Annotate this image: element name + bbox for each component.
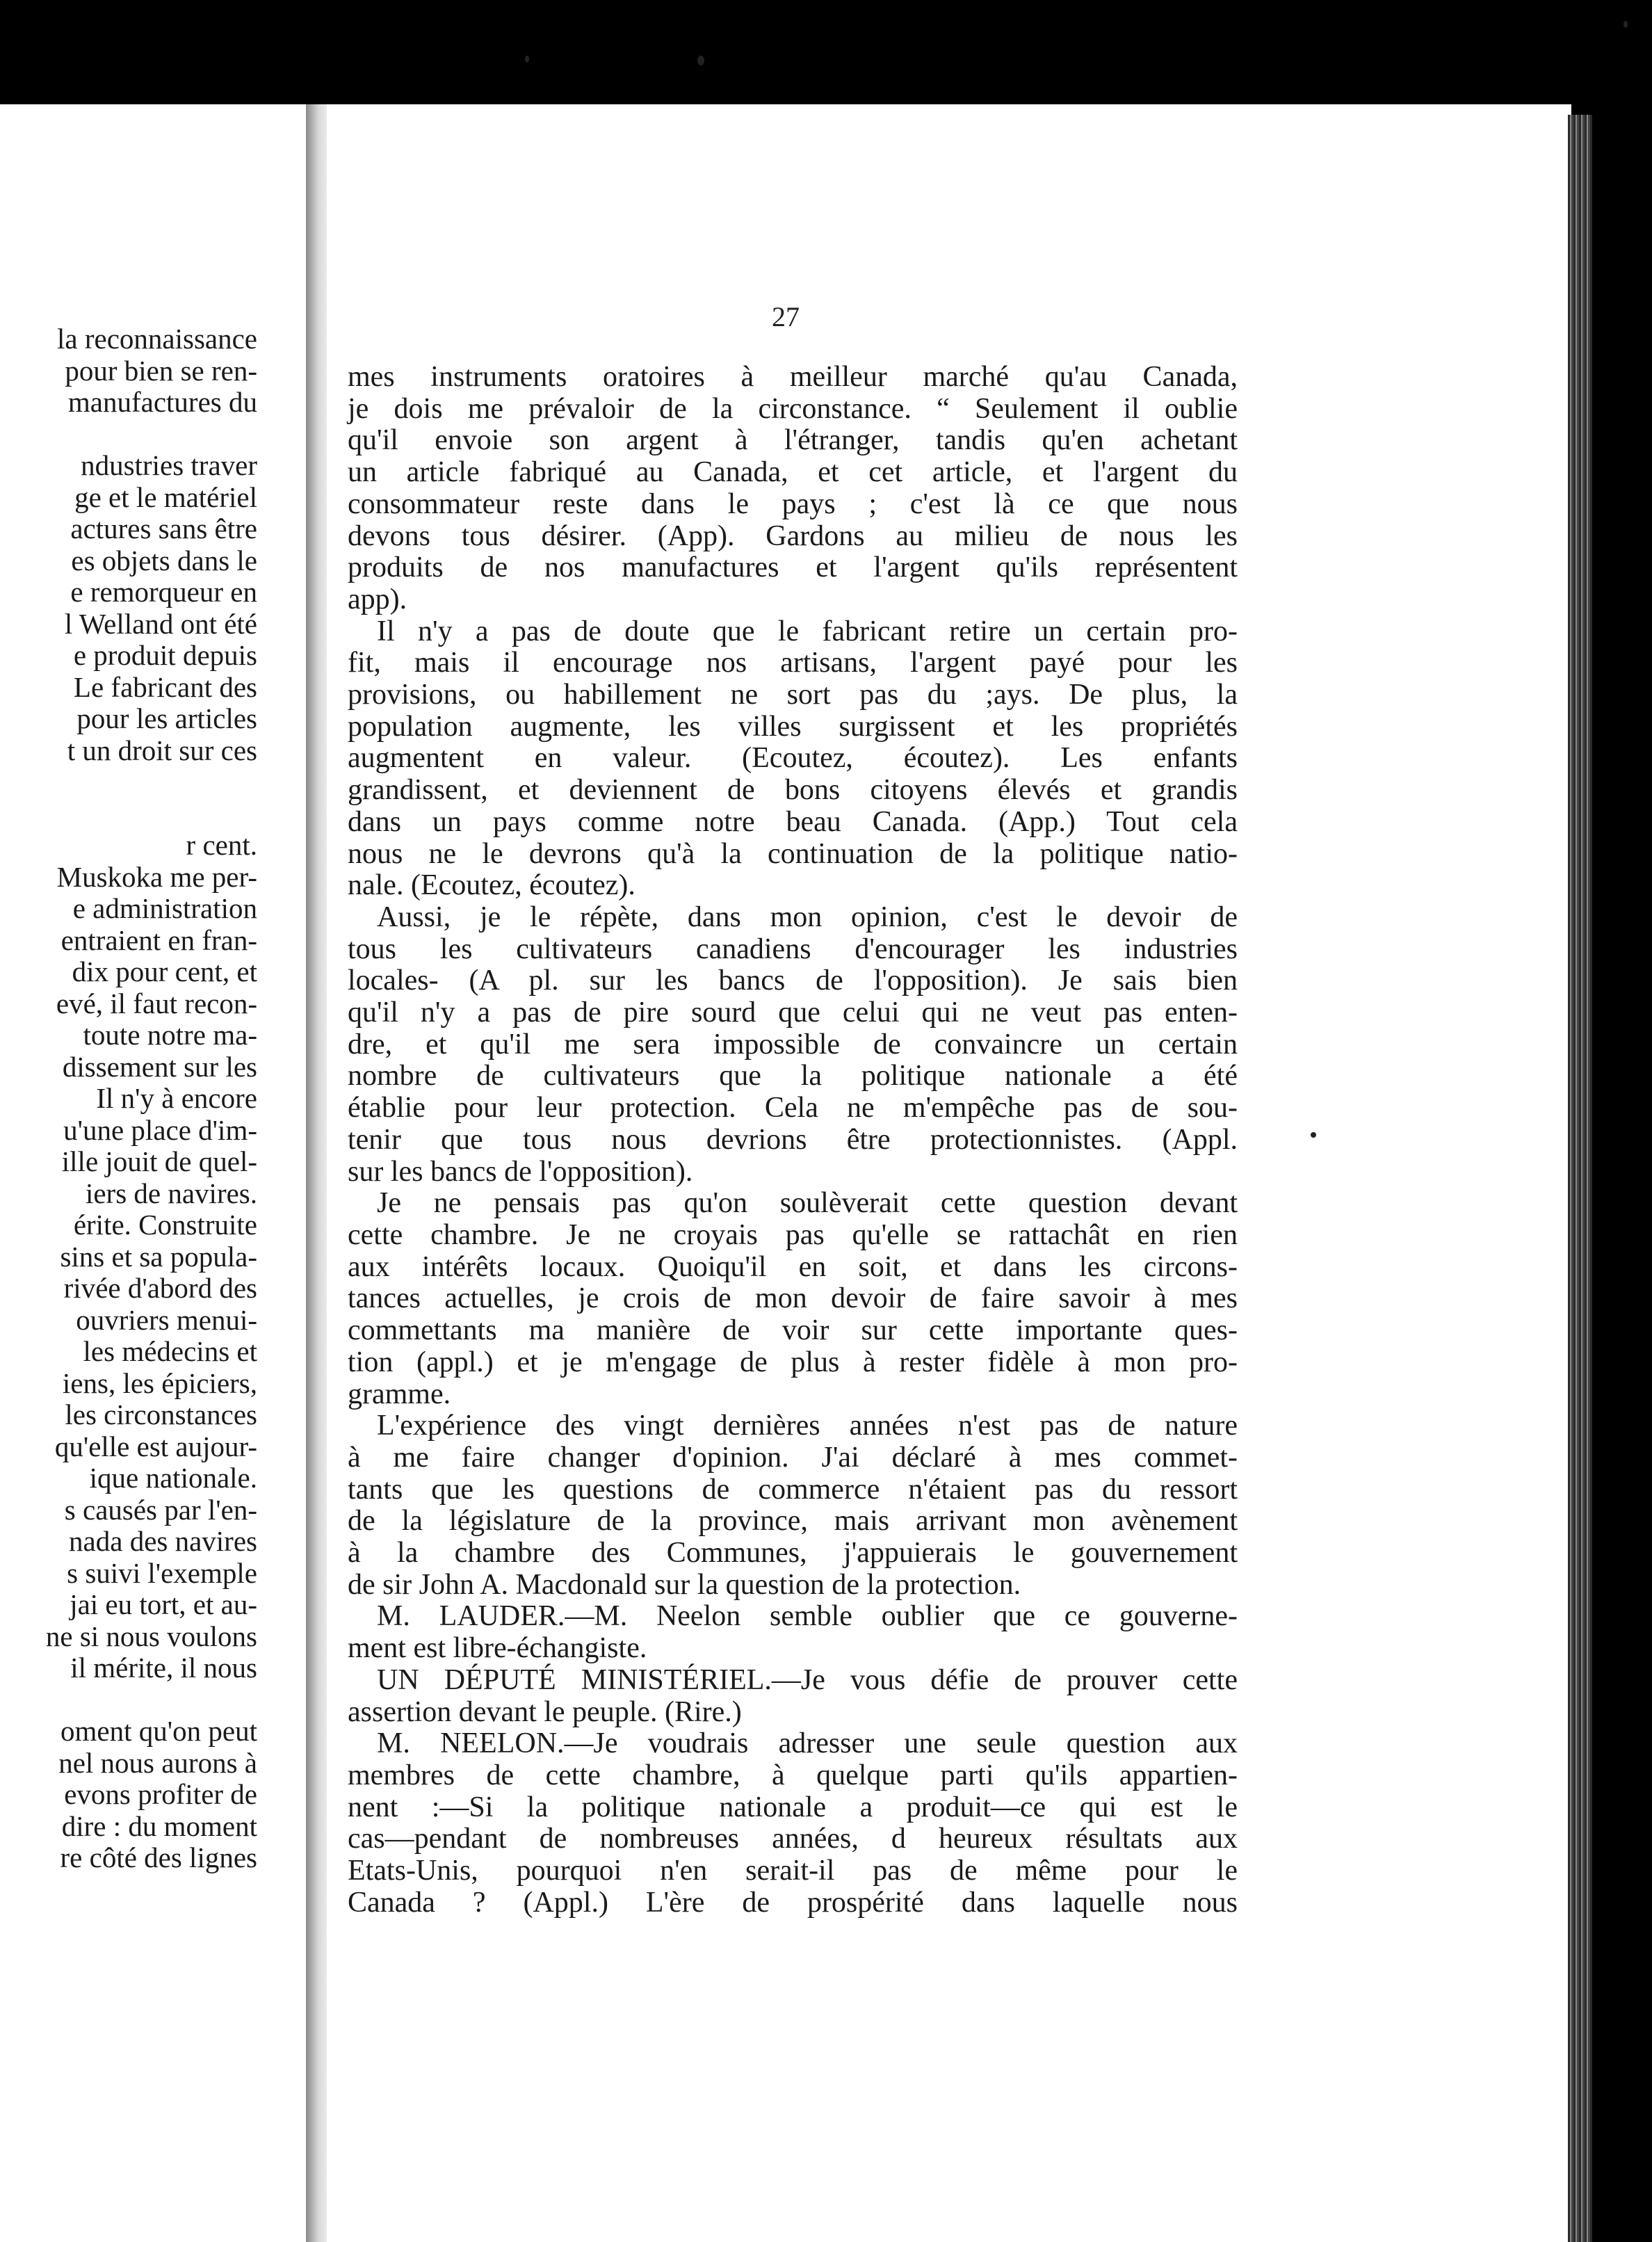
- left-page-line: la reconnaissance: [57, 323, 257, 355]
- text-line: je dois me prévaloir de la circonstance. “ Seulement il oublie: [348, 392, 1238, 425]
- left-page-line: Le fabricant des: [73, 670, 257, 703]
- text-line: un article fabriqué au Canada, et cet article, et l'argent du: [348, 456, 1238, 489]
- left-page-line: pour bien se ren-: [65, 354, 257, 387]
- left-page-line: sins et sa popula-: [60, 1240, 257, 1273]
- left-page-line: [0, 766, 257, 798]
- left-page-line: [0, 419, 257, 451]
- left-page-line: es objets dans le: [71, 544, 257, 576]
- left-page-line: ne si nous voulons: [45, 1620, 257, 1652]
- text-line: gramme.: [348, 1378, 451, 1410]
- page-body-text: [348, 362, 1238, 1919]
- left-page-line: actures sans être: [70, 513, 257, 545]
- text-line: cas—pendant de nombreuses années, d heureux résultats aux: [348, 1823, 1238, 1855]
- left-page-line: iens, les épiciers,: [62, 1366, 257, 1399]
- text-line: Aussi, je le répète, dans mon opinion, c'est le devoir de: [377, 901, 1238, 933]
- left-page-line: r cent.: [186, 829, 257, 861]
- left-page-line: iers de navires.: [85, 1177, 257, 1209]
- text-line: assertion devant le peuple. (Rire.): [348, 1695, 742, 1728]
- page-number: 27: [772, 301, 800, 332]
- text-line: tenir que tous nous devrions être protectionnistes. (Appl.: [348, 1123, 1238, 1156]
- text-line: locales- (A pl. sur les bancs de l'opposition). Je sais bien: [348, 965, 1238, 997]
- left-page-line: il mérite, il nous: [70, 1652, 257, 1684]
- text-line: provisions, ou habillement ne sort pas du ;ays. De plus, la: [348, 679, 1238, 711]
- left-page-line: [0, 798, 257, 830]
- left-page-line: oment qu'on peut: [60, 1715, 257, 1747]
- text-line: sur les bancs de l'opposition).: [348, 1155, 693, 1188]
- text-line: commettants ma manière de voir sur cette importante ques-: [348, 1314, 1238, 1347]
- text-line: Etats-Unis, pourquoi n'en serait-il pas de même pour le: [348, 1855, 1238, 1887]
- left-page-line: u'une place d'im-: [63, 1113, 257, 1146]
- text-line: app).: [348, 583, 407, 615]
- text-line: mes instruments oratoires à meilleur marché qu'au Canada,: [348, 361, 1238, 393]
- left-page-line: dix pour cent, et: [72, 955, 257, 987]
- left-page-line: e administration: [72, 892, 257, 924]
- left-page-line: ouvriers menui-: [76, 1303, 257, 1336]
- left-page-line: evé, il faut recon-: [56, 987, 257, 1019]
- left-page-line: dire : du moment: [61, 1809, 257, 1842]
- left-page-line: les circonstances: [65, 1398, 257, 1430]
- left-page-line: e remorqueur en: [70, 576, 257, 608]
- left-page-line: nada des navires: [69, 1525, 257, 1557]
- text-line: nent :—Si la politique nationale a produit—ce qui est le: [348, 1791, 1238, 1823]
- text-line: tion (appl.) et je m'engage de plus à rester fidèle à mon pro-: [348, 1346, 1238, 1378]
- text-line: nale. (Ecoutez, écoutez).: [348, 869, 635, 902]
- text-line: dre, et qu'il me sera impossible de convaincre un certain: [348, 1028, 1238, 1060]
- text-line: à la chambre des Communes, j'appuierais le gouvernement: [348, 1537, 1238, 1570]
- left-page-line: re côté des lignes: [60, 1841, 257, 1873]
- text-line: Je ne pensais pas qu'on soulèverait cette question devant: [377, 1187, 1238, 1220]
- text-line: membres de cette chambre, à quelque parti qu'ils appartien-: [348, 1759, 1238, 1791]
- text-line: devons tous désirer. (App). Gardons au milieu de nous les: [348, 519, 1238, 552]
- text-line: population augmente, les villes surgissent et les propriétés: [348, 710, 1238, 743]
- left-page-line: ge et le matériel: [74, 481, 257, 513]
- left-page-line: t un droit sur ces: [67, 734, 257, 766]
- text-line: produits de nos manufactures et l'argent qu'ils représentent: [348, 551, 1238, 584]
- left-page-line: s causés par l'en-: [64, 1493, 257, 1526]
- left-page-line: manufactures du: [67, 386, 257, 418]
- scan-speck: [697, 56, 704, 65]
- left-page-line: qu'elle est aujour-: [54, 1430, 257, 1462]
- left-page-line: e produit depuis: [73, 639, 257, 671]
- left-page-line: érite. Construite: [73, 1209, 257, 1241]
- text-line: dans un pays comme notre beau Canada. (App.) Tout cela: [348, 805, 1238, 838]
- text-line: M. NEELON.—Je voudrais adresser une seule question aux: [377, 1727, 1238, 1760]
- text-line: de la législature de la province, mais arrivant mon avènement: [348, 1505, 1238, 1538]
- text-line: M. LAUDER.—M. Neelon semble oublier que ce gouverne-: [377, 1600, 1238, 1633]
- left-page-line: Muskoka me per-: [56, 860, 257, 893]
- left-page-line: nel nous aurons à: [58, 1746, 257, 1779]
- left-page-line: s suivi l'exemple: [67, 1556, 257, 1589]
- left-page-line: rivée d'abord des: [63, 1272, 257, 1304]
- left-page-line: Il n'y à encore: [96, 1082, 257, 1114]
- left-page-line: l Welland ont été: [64, 607, 257, 640]
- left-page-line: entraient en fran-: [60, 924, 257, 956]
- left-page-line: les médecins et: [83, 1335, 257, 1367]
- scan-speck: [1311, 1132, 1316, 1138]
- text-line: augmentent en valeur. (Ecoutez, écoutez). Les enfants: [348, 742, 1238, 775]
- text-line: qu'il envoie son argent à l'étranger, tandis qu'en achetant: [348, 424, 1238, 457]
- text-line: UN DÉPUTÉ MINISTÉRIEL.—Je vous défie de prouver cette: [377, 1663, 1238, 1696]
- text-line: grandissent, et deviennent de bons citoyens élevés et grandis: [348, 774, 1238, 807]
- text-line: de sir John A. Macdonald sur la question de la protection.: [348, 1568, 1021, 1601]
- scan-speck: [1623, 21, 1628, 28]
- text-line: L'expérience des vingt dernières années n'est pas de nature: [377, 1410, 1238, 1442]
- page-edges: [1568, 115, 1592, 2242]
- left-page-line: ille jouit de quel-: [61, 1145, 257, 1177]
- left-page-text: [0, 323, 257, 1874]
- text-line: tances actuelles, je crois de mon devoir de faire savoir à mes: [348, 1282, 1238, 1315]
- text-line: qu'il n'y a pas de pire sourd que celui qui ne veut pas enten-: [348, 997, 1238, 1029]
- left-page-line: pour les articles: [76, 702, 257, 734]
- left-page-line: ndustries traver: [81, 449, 257, 481]
- left-page-line: [0, 1684, 257, 1716]
- text-line: tous les cultivateurs canadiens d'encourager les industries: [348, 933, 1238, 965]
- left-page-line: dissement sur les: [62, 1050, 257, 1083]
- text-line: Canada ? (Appl.) L'ère de prospérité dans laquelle nous: [348, 1886, 1238, 1919]
- text-line: ment est libre-échangiste.: [348, 1632, 647, 1665]
- scan-speck: [525, 56, 529, 63]
- text-line: cette chambre. Je ne croyais pas qu'elle se rattachât en rien: [348, 1218, 1238, 1251]
- left-page: [0, 104, 313, 2242]
- left-page-line: toute notre ma-: [83, 1019, 257, 1051]
- left-page-line: jai eu tort, et au-: [70, 1588, 257, 1620]
- text-line: nombre de cultivateurs que la politique nationale a été: [348, 1060, 1238, 1092]
- left-page-line: evons profiter de: [64, 1778, 257, 1810]
- text-line: aux intérêts locaux. Quoiqu'il en soit, et dans les circons-: [348, 1250, 1238, 1283]
- text-line: établie pour leur protection. Cela ne m'empêche pas de sou-: [348, 1092, 1238, 1124]
- left-page-line: ique nationale.: [89, 1462, 257, 1494]
- text-line: fit, mais il encourage nos artisans, l'argent payé pour les: [348, 647, 1238, 679]
- text-line: consommateur reste dans le pays ; c'est là ce que nous: [348, 487, 1238, 520]
- text-line: nous ne le devrons qu'à la continuation de la politique natio-: [348, 837, 1238, 870]
- text-line: tants que les questions de commerce n'étaient pas du ressort: [348, 1473, 1238, 1506]
- text-line: Il n'y a pas de doute que le fabricant retire un certain pro-: [377, 615, 1238, 647]
- text-line: à me faire changer d'opinion. J'ai déclaré à mes commet-: [348, 1441, 1238, 1474]
